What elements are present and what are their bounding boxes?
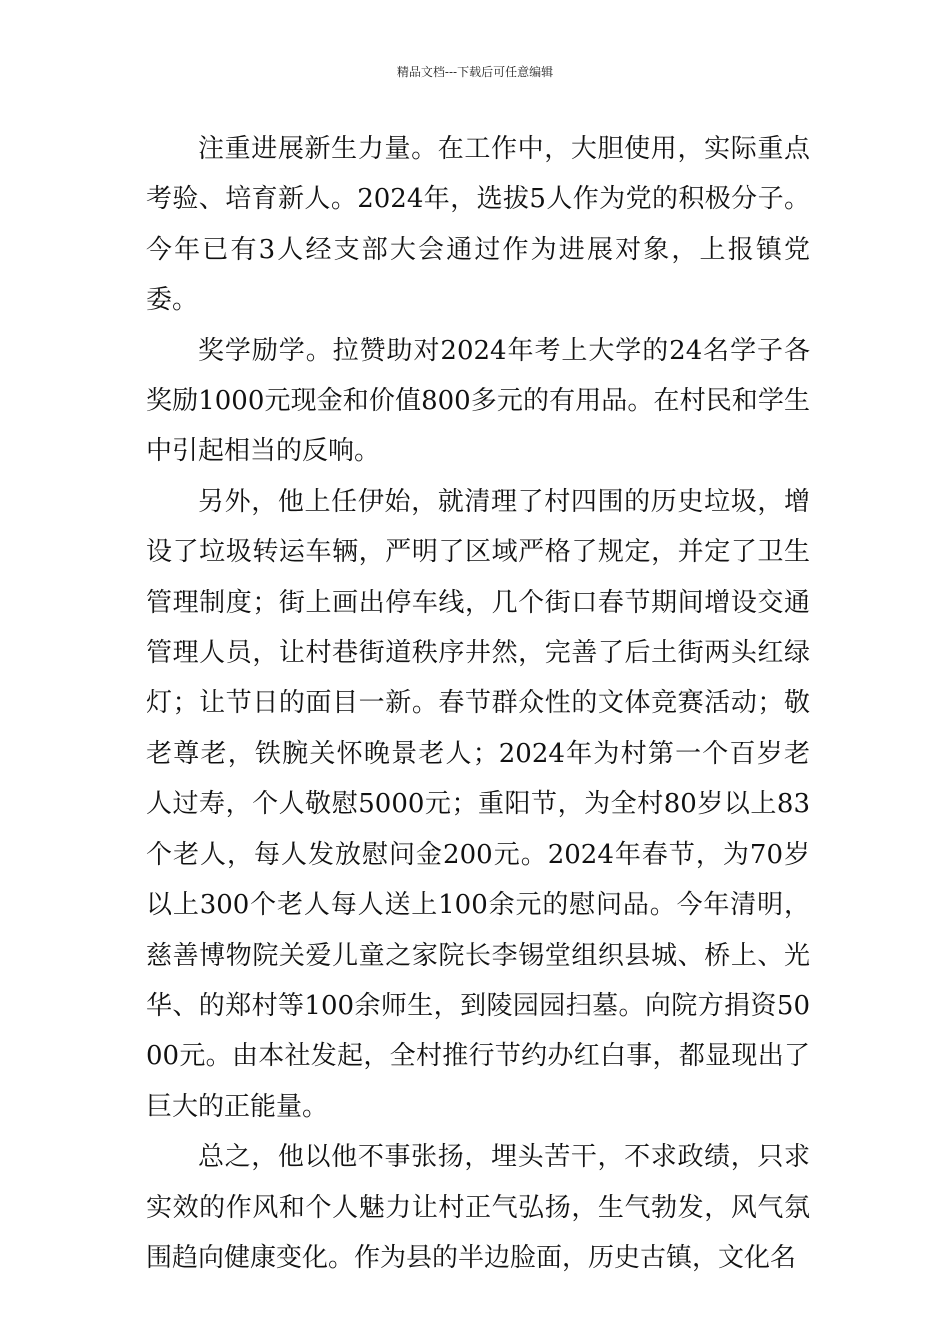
- page-header: 精品文档---下载后可任意编辑: [396, 65, 554, 79]
- paragraph-new-talent: 注重进展新生力量。在工作中，大胆使用，实际重点考验、培育新人。2024年，选拔5人作为党的积极分子。今年已有3人经支部大会通过作为进展对象，上报镇党委。: [146, 134, 810, 316]
- document-body: [146, 124, 810, 1283]
- paragraph-summary: 总之，他以他不事张扬，埋头苦干，不求政绩，只求实效的作风和个人魅力让村正气弘扬，生气勃发，风气氛围趋向健康变化。作为县的半边脸面，历史古镇，文化名: [146, 1142, 810, 1273]
- paragraph-scholarship: 奖学励学。拉赞助对2024年考上大学的24名学子各奖励1000元现金和价值800多元的有用品。在村民和学生中引起相当的反响。: [146, 335, 810, 467]
- paragraph-village-improvements: 另外，他上任伊始，就清理了村四围的历史垃圾，增设了垃圾转运车辆，严明了区域严格了规定，并定了卫生管理制度；街上画出停车线，几个街口春节期间增设交通管理人员，让村巷街道秩序井然，完善了后土街两头红绿灯；让节日的面目一新。春节群众性的文体竞赛活动；敬老尊老，铁腕关怀晚景老人；2024年为村第一个百岁老人过寿，个人敬慰5000元；重阳节，为全村80岁以上83个老人，每人发放慰问金200元。2024年春节，为70岁以上300个老人每人送上100余元的慰问品。今年清明，慈善博物院关爱儿童之家院长李锡堂组织县城、桥上、光华、的郑村等100余师生，到陵园园扫墓。向院方捐资5000元。由本社发起，全村推行节约办红白事，都显现出了巨大的正能量。: [146, 486, 810, 1122]
